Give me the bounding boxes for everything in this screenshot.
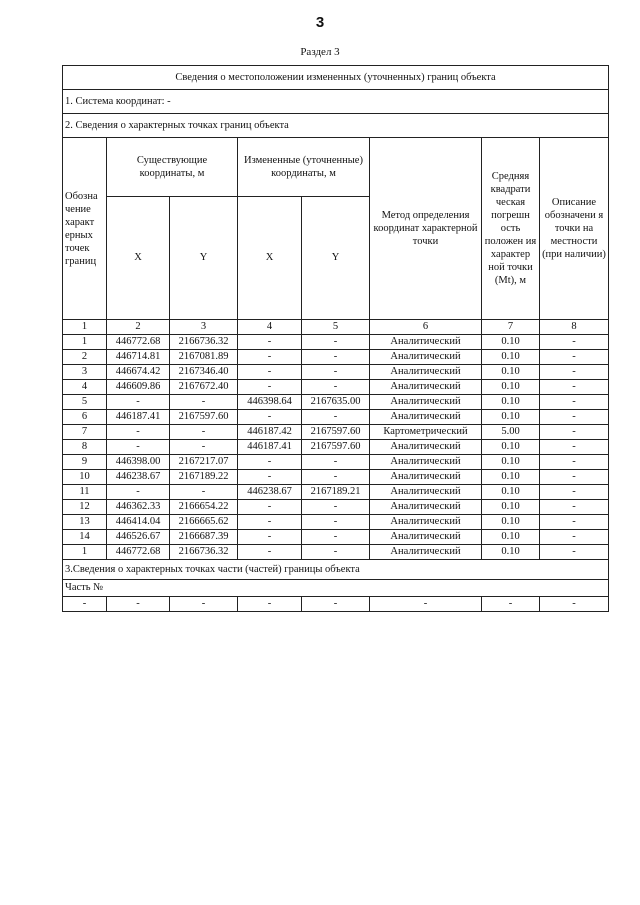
table-cell: - — [540, 425, 609, 440]
column-number-row — [63, 320, 609, 335]
table-cell: Аналитический — [370, 455, 482, 470]
coord-system-row: 1. Система координат: - — [63, 90, 609, 114]
points-section-header: 2. Сведения о характерных точках границ объекта — [63, 114, 609, 138]
table-row — [63, 380, 609, 395]
table-cell: 2167635.00 — [302, 395, 370, 410]
table-cell: 8 — [63, 440, 107, 455]
table-cell: - — [238, 455, 302, 470]
table-row — [63, 485, 609, 500]
table-cell: 0.10 — [482, 545, 540, 560]
table-cell: 10 — [63, 470, 107, 485]
table-cell: Картометрический — [370, 425, 482, 440]
table-cell: - — [540, 545, 609, 560]
column-number: 5 — [302, 320, 370, 335]
col-header-accuracy: Средняя квадрати ческая погрешн ость положен ия характер ной точки (Mt), м — [482, 138, 540, 320]
table-cell: 1 — [63, 545, 107, 560]
table-cell: - — [170, 485, 238, 500]
table-cell: 0.10 — [482, 485, 540, 500]
table-cell: - — [238, 597, 302, 612]
col-header-y-existing: Y — [170, 197, 238, 320]
table-cell: - — [107, 425, 170, 440]
table-cell: - — [238, 380, 302, 395]
table-cell: - — [107, 597, 170, 612]
table-cell: 2167672.40 — [170, 380, 238, 395]
table-cell: 2167597.60 — [170, 410, 238, 425]
table-cell: 0.10 — [482, 350, 540, 365]
table-cell: - — [170, 597, 238, 612]
table-row — [63, 365, 609, 380]
table-cell: 0.10 — [482, 395, 540, 410]
table-cell: Аналитический — [370, 440, 482, 455]
table-cell: 0.10 — [482, 410, 540, 425]
table-cell: - — [302, 500, 370, 515]
table-cell: 446772.68 — [107, 545, 170, 560]
col-header-method: Метод определения координат характерной точки — [370, 138, 482, 320]
table-cell: - — [370, 597, 482, 612]
table-cell: 0.10 — [482, 530, 540, 545]
column-number: 8 — [540, 320, 609, 335]
table-cell: 2166665.62 — [170, 515, 238, 530]
table-cell: 0.10 — [482, 515, 540, 530]
table-cell: - — [540, 470, 609, 485]
table-cell: Аналитический — [370, 410, 482, 425]
table-cell: 2166654.22 — [170, 500, 238, 515]
table-cell: 446362.33 — [107, 500, 170, 515]
table-cell: 2167346.40 — [170, 365, 238, 380]
table-cell: - — [238, 530, 302, 545]
table-cell: 0.10 — [482, 440, 540, 455]
table-row — [63, 395, 609, 410]
table-cell: 2167217.07 — [170, 455, 238, 470]
table-cell: 2167597.60 — [302, 440, 370, 455]
table-cell: 11 — [63, 485, 107, 500]
table-cell: - — [170, 395, 238, 410]
table-cell: - — [63, 597, 107, 612]
col-header-description: Описание обозначени я точки на местности (при наличии) — [540, 138, 609, 320]
table-row — [63, 545, 609, 560]
table-cell: Аналитический — [370, 395, 482, 410]
table-cell: - — [170, 425, 238, 440]
table-cell: - — [540, 597, 609, 612]
table-cell: - — [238, 410, 302, 425]
points-rows — [63, 335, 609, 560]
table-cell: - — [302, 597, 370, 612]
col-header-existing: Существующие координаты, м — [107, 138, 238, 197]
table-cell: - — [238, 515, 302, 530]
table-cell: 446772.68 — [107, 335, 170, 350]
table-cell: 2 — [63, 350, 107, 365]
table-title: Сведения о местоположении измененных (уточненных) границ объекта — [63, 66, 609, 90]
table-cell: 2166687.39 — [170, 530, 238, 545]
table-cell: 0.10 — [482, 455, 540, 470]
page-number: 3 — [315, 14, 325, 31]
table-cell: 0.10 — [482, 335, 540, 350]
table-cell: 446187.41 — [238, 440, 302, 455]
table-row — [63, 440, 609, 455]
table-cell: 446187.41 — [107, 410, 170, 425]
table-cell: - — [238, 365, 302, 380]
table-cell: - — [302, 545, 370, 560]
column-number: 6 — [370, 320, 482, 335]
column-number: 2 — [107, 320, 170, 335]
table-cell: 4 — [63, 380, 107, 395]
table-cell: 446526.67 — [107, 530, 170, 545]
table-cell: Аналитический — [370, 470, 482, 485]
col-header-x-changed: X — [238, 197, 302, 320]
table-cell: 14 — [63, 530, 107, 545]
table-cell: - — [302, 530, 370, 545]
table-cell: - — [540, 515, 609, 530]
table-cell: - — [540, 380, 609, 395]
table-cell: - — [302, 455, 370, 470]
table-cell: 9 — [63, 455, 107, 470]
table-cell: 2167597.60 — [302, 425, 370, 440]
table-cell: 446238.67 — [107, 470, 170, 485]
table-cell: - — [302, 335, 370, 350]
col-header-y-changed: Y — [302, 197, 370, 320]
table-cell: 2167189.22 — [170, 470, 238, 485]
table-row — [63, 350, 609, 365]
table-cell: - — [540, 365, 609, 380]
table-row — [63, 455, 609, 470]
table-cell: 7 — [63, 425, 107, 440]
table-cell: - — [302, 350, 370, 365]
column-number: 1 — [63, 320, 107, 335]
table-cell: Аналитический — [370, 500, 482, 515]
table-row — [63, 515, 609, 530]
table-cell: - — [540, 410, 609, 425]
table-cell: 5 — [63, 395, 107, 410]
table-cell: Аналитический — [370, 350, 482, 365]
table-cell: 446398.00 — [107, 455, 170, 470]
table-cell: - — [302, 410, 370, 425]
table-cell: - — [302, 470, 370, 485]
part-row — [63, 597, 609, 612]
column-number: 4 — [238, 320, 302, 335]
table-cell: - — [302, 515, 370, 530]
table-cell: 446674.42 — [107, 365, 170, 380]
column-number: 3 — [170, 320, 238, 335]
table-cell: 5.00 — [482, 425, 540, 440]
table-cell: - — [238, 335, 302, 350]
table-cell: 13 — [63, 515, 107, 530]
part-section-header: 3.Сведения о характерных точках части (частей) границы объекта — [63, 560, 609, 580]
table-cell: - — [107, 440, 170, 455]
column-number: 7 — [482, 320, 540, 335]
table-cell: Аналитический — [370, 515, 482, 530]
table-cell: - — [482, 597, 540, 612]
table-cell: - — [238, 500, 302, 515]
table-row — [63, 470, 609, 485]
table-cell: 6 — [63, 410, 107, 425]
table-cell: 446238.67 — [238, 485, 302, 500]
table-cell: 12 — [63, 500, 107, 515]
col-header-x-existing: X — [107, 197, 170, 320]
table-cell: Аналитический — [370, 545, 482, 560]
table-row — [63, 530, 609, 545]
table-cell: 1 — [63, 335, 107, 350]
table-cell: - — [107, 395, 170, 410]
table-cell: - — [302, 365, 370, 380]
part-number-label: Часть № — [63, 580, 609, 597]
table-row — [63, 500, 609, 515]
table-cell: 2167081.89 — [170, 350, 238, 365]
table-cell: - — [540, 395, 609, 410]
table-cell: - — [540, 440, 609, 455]
table-cell: Аналитический — [370, 380, 482, 395]
table-cell: 446714.81 — [107, 350, 170, 365]
table-cell: 0.10 — [482, 500, 540, 515]
table-cell: Аналитический — [370, 485, 482, 500]
table-cell: - — [540, 530, 609, 545]
table-cell: 0.10 — [482, 365, 540, 380]
table-cell: 2166736.32 — [170, 335, 238, 350]
table-cell: 446187.42 — [238, 425, 302, 440]
table-cell: 0.10 — [482, 470, 540, 485]
table-row — [63, 425, 609, 440]
table-cell: - — [540, 485, 609, 500]
table-cell: Аналитический — [370, 335, 482, 350]
table-cell: - — [540, 350, 609, 365]
col-header-changed: Измененные (уточненные) координаты, м — [238, 138, 370, 197]
table-cell: - — [540, 500, 609, 515]
table-cell: 0.10 — [482, 380, 540, 395]
table-cell: 446398.64 — [238, 395, 302, 410]
section-title: Раздел 3 — [300, 46, 340, 58]
table-cell: 2167189.21 — [302, 485, 370, 500]
boundary-points-table — [62, 65, 609, 612]
table-cell: - — [540, 335, 609, 350]
table-cell: 446609.86 — [107, 380, 170, 395]
table-row — [63, 410, 609, 425]
table-cell: - — [238, 545, 302, 560]
table-row — [63, 335, 609, 350]
table-cell: 3 — [63, 365, 107, 380]
col-header-designation: Обозна чение характ ерных точек границ — [63, 138, 107, 320]
table-cell: - — [238, 470, 302, 485]
table-cell: - — [302, 380, 370, 395]
table-cell: - — [540, 455, 609, 470]
table-cell: 2166736.32 — [170, 545, 238, 560]
table-cell: - — [107, 485, 170, 500]
table-cell: 446414.04 — [107, 515, 170, 530]
table-cell: - — [238, 350, 302, 365]
table-cell: Аналитический — [370, 530, 482, 545]
table-cell: - — [170, 440, 238, 455]
table-cell: Аналитический — [370, 365, 482, 380]
